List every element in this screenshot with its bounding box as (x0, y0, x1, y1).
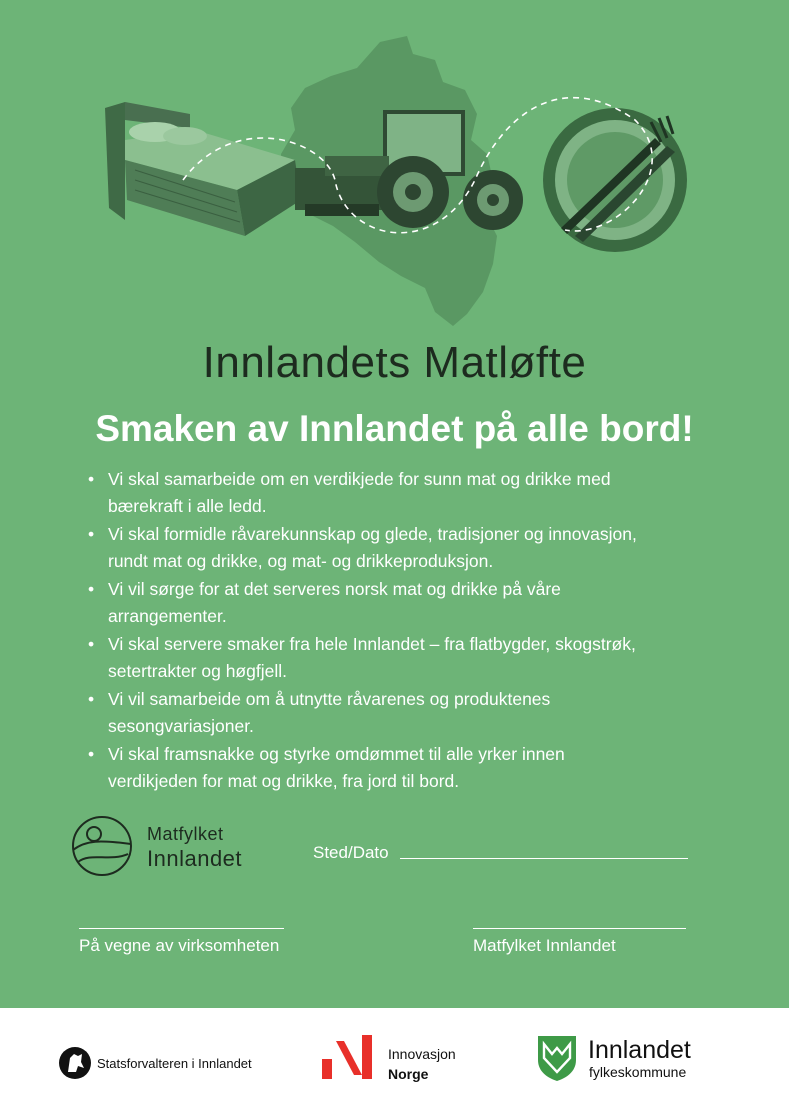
matfylket-landscape-icon (70, 814, 134, 878)
innovasjon-line-1: Innovasjon (388, 1046, 456, 1062)
fylke-line-2: fylkeskommune (589, 1064, 687, 1080)
bullet-dot: • (88, 689, 95, 709)
coat-of-arms-lion-icon (58, 1046, 92, 1080)
page-title: Innlandets Matløfte (202, 338, 587, 387)
list-item (88, 576, 708, 630)
pledge-list (88, 466, 708, 796)
list-item-line: Vi skal framsnakke og styrke omdømmet til alle yrker innen (108, 744, 565, 764)
signature-line-left[interactable] (79, 928, 284, 929)
bullet-dot: • (88, 579, 95, 599)
sted-dato-label: Sted/Dato (313, 843, 389, 862)
statsforvalteren-label: Statsforvalteren i Innlandet (97, 1056, 252, 1071)
bullet-dot: • (88, 744, 95, 764)
list-item-line: verdikjeden for mat og drikke, fra jord til bord. (108, 771, 460, 791)
list-item (88, 741, 708, 795)
list-item-line: Vi skal samarbeide om en verdikjede for sunn mat og drikke med (108, 469, 611, 489)
fylke-line-1: Innlandet (588, 1036, 691, 1064)
list-item-line: bærekraft i alle ledd. (108, 496, 267, 516)
plate-cutlery-icon (543, 108, 687, 252)
logo-line-1: Matfylket (147, 824, 224, 844)
header-illustration (95, 30, 695, 330)
list-item-line: arrangementer. (108, 606, 227, 626)
list-item-line: Vi skal formidle råvarekunnskap og glede, tradisjoner og innovasjon, (108, 524, 637, 544)
list-item-line: Vi skal servere smaker fra hele Innlandet – fra flatbygder, skogstrøk, (108, 634, 636, 654)
bullet-dot: • (88, 634, 95, 654)
list-item (88, 631, 708, 685)
list-item-line: rundt mat og drikke, og mat- og drikkeproduksjon. (108, 551, 494, 571)
page-subtitle: Smaken av Innlandet på alle bord! (95, 408, 694, 449)
bed-icon (105, 102, 301, 236)
list-item (88, 466, 708, 520)
signature-label-left: På vegne av virksomheten (79, 936, 280, 955)
list-item-line: sesongvariasjoner. (108, 716, 254, 736)
innovasjon-line-2: Norge (388, 1066, 429, 1082)
signature-label-right: Matfylket Innlandet (473, 936, 616, 955)
list-item-line: setertrakter og høgfjell. (108, 661, 287, 681)
list-item-line: Vi vil sørge for at det serveres norsk mat og drikke på våre (108, 579, 561, 599)
fylke-shield-icon (536, 1034, 578, 1082)
innovasjon-n-icon (322, 1035, 374, 1081)
list-item (88, 686, 708, 740)
sted-dato-field[interactable] (400, 858, 688, 859)
bullet-dot: • (88, 524, 95, 544)
signature-line-right[interactable] (473, 928, 686, 929)
matfylket-logo (70, 812, 270, 882)
bullet-dot: • (88, 469, 95, 489)
list-item-line: Vi vil samarbeide om å utnytte råvarenes og produktenes (108, 689, 551, 709)
list-item (88, 521, 708, 575)
logo-line-2: Innlandet (147, 846, 243, 871)
